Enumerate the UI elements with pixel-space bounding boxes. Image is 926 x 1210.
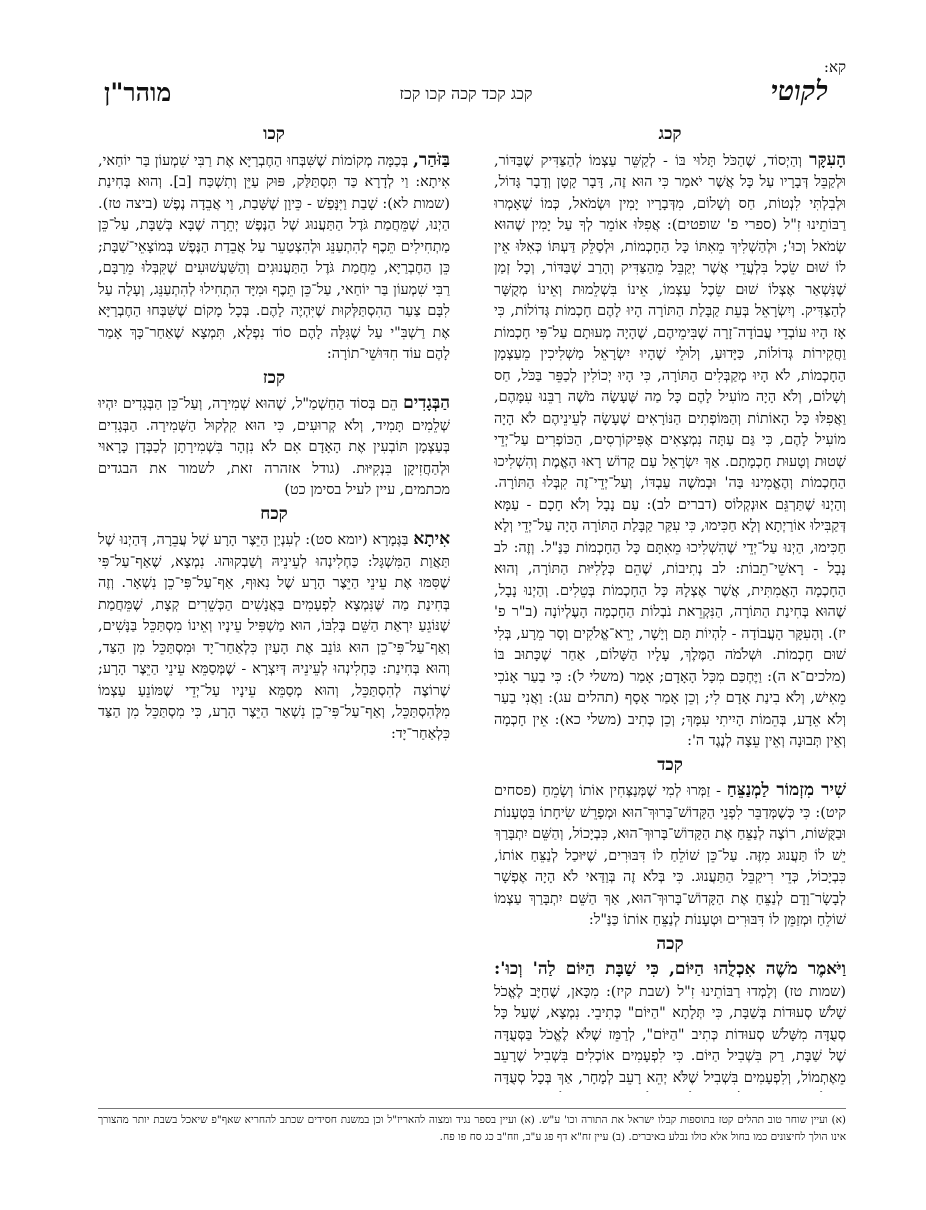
header-title-likutei: לקוטי [770, 76, 828, 107]
section-lead-124: שִׁיר מִזְמוֹר לַמְנַצֵּחַ [726, 780, 846, 800]
section-title-126: קכו [263, 124, 285, 144]
section-lead-128: אִיתָא [413, 529, 450, 549]
section-body-124 [494, 780, 846, 932]
section-body-126 [98, 150, 450, 366]
footnote-text: (א) ועיין שוחר טוב תהלים קטז בתוספות קבלו ישראל את התורה וכו' ע"ש. (א) ועיין בספר נגיד ומצוה להאריז"ל וכן במשנת חסידים שכתב להחריא שאף"פ שיאכל בשבת יותר מהצורך אינו הולך לחיצונים כמו בחול אלא כולו נבלע באיברים. (ב) עיין זח"א דף פג ע"ב, וזח"ב כג סח פו פח. [98, 1114, 846, 1143]
section-title-123: קכג [658, 124, 682, 144]
section-lead-126: בַּזֹּהַר, [413, 149, 450, 170]
section-title-125: קכה [656, 933, 684, 954]
footnotes [98, 1108, 846, 1146]
section-body-123 [494, 150, 846, 753]
section-title-127: קכז [262, 367, 286, 388]
left-column [98, 122, 450, 1092]
section-body-125 [494, 959, 846, 1092]
section-text-127: הֵם בְּסוֹד הַחַשְׁמַ"ל, שֶׁהוּא שְׁמִירָה, וְעַל־כֵּן הַבְּגָדִים יִהְיוּ שְׁלֵמִים תָּמִיד, וְלֹא קְרוּעִים, כִּי הוּא קִלְקוּל הַשְּׁמִירָה. הַבְּגָדִים בְּעַצְמָן תּוֹבְעִין אֶת הָאָדָם אִם לֹא נִזְהָר בִּשְׁמִירָתָן לְכַבְּדָן כָּרָאוּי וּלְהַחֲזִיקָן בִּנְקִיּוּת. (גודל אזהרה זאת, לשמור את הבגדים מכתמים, עיין לעיל בסימן כט) [98, 396, 450, 498]
right-column [494, 122, 846, 1092]
section-body-127 [98, 393, 450, 502]
header-section-numbers: קכג קכד קכה קכו קכז [399, 84, 533, 103]
section-text-128: בַּגְּמָרָא (יומא סט): לְעִנְיַן הַיֵּצֶר הָרָע שֶׁל עֲבֵרָה, דְּהַיְנוּ שֶׁל תַּאֲוַת הַמִּשְׁגָּל: כַּחְלִינְהוּ לְעֵינֵיהּ וְשַׁבְקוּהוּ. נִמְצָא, שֶׁאַף־עַל־פִּי שֶׁסִּמּוּ אֶת עֵינֵי הַיֵּצֶר הָרָע שֶׁל נִאוּף, אַף־עַל־פִּי־כֵן נִשְׁאָר. וְזֶה בְּחִינַת מַה שֶּׁנִּמְצָא לִפְעָמִים בַּאֲנָשִׁים הַכְּשֵׁרִים קְצָת, שֶׁמֵּחֲמַת שֶׁנּוֹגֵעַ יִרְאַת הַשֵּׁם בְּלִבּוֹ, הוּא מַשְׁפִּיל עֵינָיו וְאֵינוֹ מִסְתַּכֵּל בַּנָּשִׁים, וְאַף־עַל־פִּי־כֵן הוּא גּוֹנֵב אֶת הָעַיִן כִּלְאַחַר־יָד וּמִסְתַּכֵּל מִן הַצַּד, וְהוּא בְּחִינַת: כַּחְלִינְהוּ לְעֵינֵיהּ דְּיִצְרָא - שֶׁמְּסַמֵּא עֵינֵי הַיֵּצֶר הָרָע; שֶׁרוֹצֶה לְהִסְתַּכֵּל, וְהוּא מְסַמֵּא עֵינָיו עַל־יְדֵי שֶׁמּוֹנֵעַ עַצְמוֹ מִלְּהִסְתַּכֵּל, וְאַף־עַל־פִּי־כֵן נִשְׁאַר הַיֵּצֶר הָרָע, כִּי מִסְתַּכֵּל מִן הַצַּד כִּלְאַחַר־יָד: [98, 532, 450, 742]
section-lead-127: הַבְּגָדִים [403, 393, 450, 413]
section-text-124: - זַמְּרוּ לְמִי שֶׁמְּנַצְּחִין אוֹתוֹ וְשָׂמֵחַ (פסחים קיט): כִּי כְּשֶׁמְּדַבֵּר לִפְנֵי הַקָּדוֹשׁ־בָּרוּךְ־הוּא וּמְפָרֵשׁ שִׂיחָתוֹ בִּטְעָנוֹת וּבַקֻּשּׁוֹת, רוֹצֶה לְנַצֵּחַ אֶת הַקָּדוֹשׁ־בָּרוּךְ־הוּא, כִּבְיָכוֹל, וְהַשֵּׁם יִתְבָּרַךְ יֵשׁ לוֹ תַּעֲנוּג מִזֶּה. עַל־כֵּן שׁוֹלֵחַ לוֹ דִּבּוּרִים, שֶׁיּוּכַל לְנַצֵּחַ אוֹתוֹ, כִּבְיָכוֹל, כְּדֵי רִיקַבֵּל הַתַּעֲנוּג. כִּי בְּלֹא זֶה בְּוַדַּאי לֹא הָיָה אֶפְשָׁר לְבָשָׂר־וָדָם לְנַצֵּחַ אֶת הַקָּדוֹשׁ־בָּרוּךְ־הוּא, אַךְ הַשֵּׁם יִתְבָּרַךְ עַצְמוֹ שׁוֹלֵחַ וּמְזַמֵּן לוֹ דִּבּוּרִים וּטְעָנוֹת לְנַצֵּחַ אוֹתוֹ כַּנַּ"ל: [494, 783, 846, 928]
section-title-124: קכד [657, 754, 683, 775]
section-text-126: בְּכַמָּה מְקוֹמוֹת שֶׁשִּׁבְּחוּ הַחֶבְרַיָּא אֶת רַבִּי שִׁמְעוֹן בַּר יוֹחַאי, אִיתָא: וַי לְדָרָא כַּד תִּסְתַּלַּק, פּוּק עַיֵּן וְתִשְׁכַּח [ב]. וְהוּא בְּחִינַת (שמות לא): שָׁבַת וַיִּנָּפַשׁ - כֵּיוָן שֶׁשָּׁבַת, וַי אֲבֵדָה נֶפֶשׁ (ביצה טז). הַיְנוּ, שֶׁמֵּחֲמַת גֹּדֶל הַתַּעֲנוּג שֶׁל הַנֶּפֶשׁ יְתֵרָה שֶׁבָּא בְּשַׁבָּת, עַל־כֵּן מַתְחִילִים תֵּכֶף לְהִתְעַנֵּג וּלְהִצְטַעֵר עַל אֲבֵדַת הַנֶּפֶשׁ בְּמוֹצָאֵי־שַׁבָּת; כֵּן הַחֶבְרַיָּא, מֵחֲמַת גֹּדֶל הַתַּעֲנוּגִים וְהַשַּׁעֲשׁוּעִים שֶׁקִּבְּלוּ מֵרַבָּם, רַבִּי שִׁמְעוֹן בַּר יוֹחַאי, עַל־כֵּן תֵּכֶף וּמִיָּד הִתְחִילוּ לְהִתְעַנֵּג, וְעָלָה עַל לִבָּם צַעַר הַהִסְתַּלְּקוּת שֶׁיִּהְיֶה לָהֶם. בְּכָל מָקוֹם שֶׁשִּׁבְּחוּ הַחֶבְרַיָּא אֶת רַשְׁבִּ"י עַל שֶׁגִּלָּה לָהֶם סוֹד נִפְלָא, תִּמְצָא שֶׁאַחַר־כָּךְ אָמַר לָהֶם עוֹד חִדּוּשֵׁי־תוֹרָה: [98, 152, 450, 362]
section-title-128: קכח [260, 503, 288, 524]
header-title-moharan: מוהר"ן [104, 78, 172, 107]
section-lead-123: הָעִקָּר [809, 149, 846, 170]
section-lead-125: וַיֹּאמֶר מֹשֶׁה אִכְלֻהוּ הַיּוֹם, כִּי שַׁבָּת הַיּוֹם לַה' וְכוּ': [494, 959, 846, 979]
footnote-divider [98, 1108, 846, 1109]
section-text-125: (שמות טז) וְלָמְדוּ רַבּוֹתֵינוּ זִ"ל (שבת קיז): מִכָּאן, שֶׁחַיָּב לֶאֱכֹל שָׁלֹשׁ סְעוּדוֹת בְּשַׁבָּת, כִּי תְּלָתָא "הַיּוֹם" כְּתִיבֵי. נִמְצָא, שֶׁעַל כָּל סְעֻדָּה מִשָּׁלֹשׁ סְעוּדוֹת כְּתִיב "הַיּוֹם", לְרַמֵּז שֶׁלֹּא לֶאֱכֹל בַּסְּעֻדָּה שֶׁל שַׁבָּת, רַק בִּשְׁבִיל הַיּוֹם. כִּי לִפְעָמִים אוֹכְלִים בִּשְׁבִיל שֶׁרָעֵב מֵאֶתְמוֹל, וְלִפְעָמִים בִּשְׁבִיל שֶׁלֹּא יְהֵא רָעֵב לְמָחָר, אַךְ בְּכָל סְעֻדָּה [494, 983, 846, 1086]
page-header [104, 76, 828, 116]
section-text-123: וְהַיְסוֹד, שֶׁהַכֹּל תָּלוּי בּוֹ - לְקַשֵּׁר עַצְמוֹ לְהַצַּדִּיק שֶׁבַּדּוֹר, וּלְקַבֵּל דְּבָרָיו עַל כָּל אֲשֶׁר יֹאמַר כִּי הוּא זֶה, דָּבָר קָטָן וְדָבָר גָּדוֹל, וּלְבִלְתִּי לִנְטוֹת, חַס וְשָׁלוֹם, מִדְּבָרָיו יָמִין וּשְׂמֹאל, כְּמוֹ שֶׁאָמְרוּ רַבּוֹתֵינוּ זִ"ל (ספרי פ' שופטים): אֲפִלּוּ אוֹמֵר לְךָ עַל יָמִין שֶׁהוּא שְׂמֹאל וְכוּ'; וּלְהַשְׁלִיךְ מֵאִתּוֹ כָּל הַחָכְמוֹת, וּלְסַלֵּק דַּעְתּוֹ כְּאִלּוּ אֵין לוֹ שׁוּם שֵׂכֶל בִּלְעֲדֵי אֲשֶׁר יְקַבֵּל מֵהַצַּדִּיק וְהָרַב שֶׁבַּדּוֹר, וְכָל זְמַן שֶׁנִּשְׁאַר אֶצְלוֹ שׁוּם שֵׂכֶל עַצְמוֹ, אֵינוֹ בִּשְׁלֵמוּת וְאֵינוֹ מְקֻשָּׁר לְהַצַּדִּיק. וְיִשְׂרָאֵל בְּעֵת קַבָּלַת הַתּוֹרָה הָיוּ לָהֶם חָכְמוֹת גְּדוֹלוֹת, כִּי אָז הָיוּ עוֹבְדֵי עֲבוֹדָה־זָרָה שֶׁבִּימֵיהֶם, שֶׁהָיָה מְעוּתָם עַל־פִּי חָכְמוֹת וַחֲקִירוֹת גְּדוֹלוֹת, כַּיָּדוּעַ, וְלוּלֵי שֶׁהָיוּ יִשְׂרָאֵל מַשְׁלִיכִין מֵעַצְמָן הַחָכְמוֹת, לֹא הָיוּ מְקַבְּלִים הַתּוֹרָה, כִּי הָיוּ יְכוֹלִין לְכַפֵּר בַּכֹּל, חַס וְשָׁלוֹם, וְלֹא הָיָה מוֹעִיל לָהֶם כָּל מַה שֶּׁעָשָׂה מֹשֶׁה רַבֵּנוּ עִמָּהֶם, וַאֲפִלּוּ כָּל הָאוֹתוֹת וְהַמּוֹפְתִים הַנּוֹרָאִים שֶׁעָשָׂה לְעֵינֵיהֶם לֹא הָיָה מוֹעִיל לָהֶם, כִּי גַּם עַתָּה נִמְצָאִים אֶפִּיקוֹרְסִים, הַכּוֹפְרִים עַל־יְדֵי שְׁטוּת וְטָעוּת חָכְמָתָם. אַךְ יִשְׂרָאֵל עַם קָדוֹשׁ רָאוּ הָאֱמֶת וְהִשְׁלִיכוּ הַחָכְמוֹת וְהֶאֱמִינוּ בַּה' וּבְמֹשֶׁה עַבְדּוֹ, וְעַל־יְדֵי־זֶה קִבְּלוּ הַתּוֹרָה. וְהַיְנוּ שֶׁתַּרְגֵּם אוּנְקְלוֹס (דברים לב): עַם נָבָל וְלֹא חָכָם - עַמָּא דְּקַבִּילוּ אוֹרַיְתָא וְלָא חַכִּימוּ, כִּי עִקַּר קַבָּלַת הַתּוֹרָה הָיָה עַל־יְדֵי וְלָא חַכִּימוּ, הַיְנוּ עַל־יְדֵי שֶׁהִשְׁלִיכוּ מֵאִתָּם כָּל הַחָכְמוֹת כַּנַּ"ל. וְזֶה: לב נָבָל - רָאשֵׁי־תֵבוֹת: לב נְתִיבוֹת, שֶׁהֵם כְּלָלִיּוּת הַתּוֹרָה, וְהוּא הַחָכְמָה הָאֲמִתִּית, אֲשֶׁר אֶצְלָהּ כָּל הַחָכְמוֹת בְּטֵלִים. וְהַיְנוּ נָבָל, שֶׁהוּא בְּחִינַת הַתּוֹרָה, הַנִּקְרֵאת נֹבְלוֹת הַחָכְמָה הָעֶלְיוֹנָה (ב"ר פ' יז). וְהָעִקָּר הָעֲבוֹדָה - לִהְיוֹת תָּם וְיָשָׁר, יְרֵא־אֱלֹקִים וְסָר מֵרָע, בְּלִי שׁוּם חָכְמוֹת. וּשְׁלֹמֹה הַמֶּלֶךְ, עָלָיו הַשָּׁלוֹם, אַחַר שֶׁכָּתוּב בּוֹ (מלכים־א ה): וַיֶּחְכַּם מִכָּל הָאָדָם; אָמַר (משלי ל): כִּי בַעַר אָנֹכִי מֵאִישׁ, וְלֹא בִינַת אָדָם לִי; וְכֵן אָמַר אָסָף (תהלים עג): וַאֲנִי בַעַר וְלֹא אֵדָע, בְּהֵמוֹת הָיִיתִי עִמָּךְ; וְכֵן כְּתִיב (משלי כא): אֵין חָכְמָה וְאֵין תְּבוּנָה וְאֵין עֵצָה לְנֶגֶד ה': [494, 152, 846, 749]
folio-number: קא: [823, 58, 846, 76]
section-body-128 [98, 529, 450, 745]
